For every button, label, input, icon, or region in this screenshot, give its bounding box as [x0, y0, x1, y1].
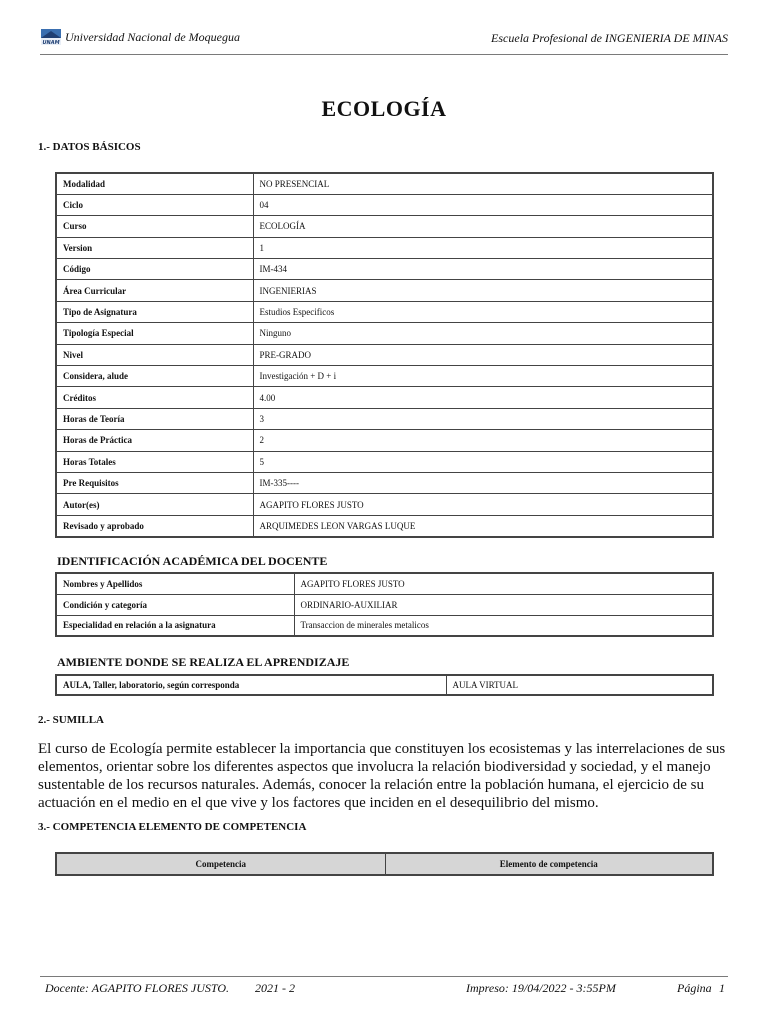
row-value: AGAPITO FLORES JUSTO — [294, 573, 713, 594]
row-label: Nivel — [56, 344, 253, 365]
row-value: ECOLOGÍA — [253, 216, 713, 237]
row-value: AGAPITO FLORES JUSTO — [253, 494, 713, 515]
row-label: Créditos — [56, 387, 253, 408]
table-row — [56, 216, 713, 237]
school-name: Escuela Profesional de INGENIERIA DE MINAS — [491, 31, 728, 45]
row-value: IM-335---- — [253, 472, 713, 493]
table-row — [56, 515, 713, 536]
row-value: Transaccion de minerales metalicos — [294, 615, 713, 636]
table-row — [56, 451, 713, 472]
ambiente-value: AULA VIRTUAL — [446, 675, 713, 695]
table-row — [56, 615, 713, 636]
row-label: Pre Requisitos — [56, 472, 253, 493]
footer-impreso: Impreso: 19/04/2022 - 3:55PM — [466, 981, 616, 995]
row-label: Nombres y Apellidos — [56, 573, 294, 594]
table-row — [56, 280, 713, 301]
table-row — [56, 323, 713, 344]
elemento-header: Elemento de competencia — [385, 853, 713, 875]
table-row — [56, 173, 713, 194]
competencia-table — [55, 852, 714, 876]
header-left — [40, 28, 240, 46]
table-row — [56, 494, 713, 515]
row-value: IM-434 — [253, 259, 713, 280]
row-label: Curso — [56, 216, 253, 237]
sumilla-paragraph: El curso de Ecología permite establecer la importancia que constituyen los ecosistemas y las interrelaciones de sus elementos, orientar sobre los diferentes aspectos que involucra la relación biodiversidad y sociedad, y el manejo sustentable de los recursos naturales. Además, conocer la relación entre la población humana, el ejercicio de su actuación en el medio en el que vive y los factores que inciden en el desequilibrio del mismo. — [38, 741, 726, 811]
table-row — [56, 387, 713, 408]
section-sumilla: 2.- SUMILLA — [38, 714, 105, 726]
footer-semestre: 2021 - 2 — [255, 981, 295, 995]
row-value: ORDINARIO-AUXILIAR — [294, 594, 713, 615]
row-label: Área Curricular — [56, 280, 253, 301]
row-value: 3 — [253, 408, 713, 429]
row-value: 1 — [253, 237, 713, 258]
row-label: Tipo de Asignatura — [56, 301, 253, 322]
row-label: Horas de Práctica — [56, 430, 253, 451]
ambiente-heading: AMBIENTE DONDE SE REALIZA EL APRENDIZAJE — [57, 655, 350, 669]
section-datos-basicos: 1.- DATOS BÁSICOS — [38, 141, 141, 153]
basic-data-table — [55, 172, 714, 538]
page-footer — [40, 976, 728, 1001]
row-label: Considera, alude — [56, 366, 253, 387]
table-row — [56, 301, 713, 322]
row-label: Tipología Especial — [56, 323, 253, 344]
row-value: ARQUIMEDES LEON VARGAS LUQUE — [253, 515, 713, 536]
ambiente-label: AULA, Taller, laboratorio, según corresponda — [56, 675, 446, 695]
table-row — [56, 344, 713, 365]
row-value: Investigación + D + i — [253, 366, 713, 387]
university-name: Universidad Nacional de Moquegua — [65, 29, 240, 44]
row-value: Estudios Especificos — [253, 301, 713, 322]
table-row — [56, 594, 713, 615]
table-row — [56, 573, 713, 594]
row-value: INGENIERIAS — [253, 280, 713, 301]
row-label: Horas Totales — [56, 451, 253, 472]
row-label: Version — [56, 237, 253, 258]
section-competencia: 3.- COMPETENCIA ELEMENTO DE COMPETENCIA — [38, 821, 307, 833]
table-row — [56, 430, 713, 451]
row-value: 5 — [253, 451, 713, 472]
row-label: Código — [56, 259, 253, 280]
row-value: PRE-GRADO — [253, 344, 713, 365]
row-label: Autor(es) — [56, 494, 253, 515]
table-row — [56, 237, 713, 258]
row-value: 04 — [253, 194, 713, 215]
row-label: Modalidad — [56, 173, 253, 194]
row-label: Revisado y aprobado — [56, 515, 253, 536]
row-label: Ciclo — [56, 194, 253, 215]
row-value: Ninguno — [253, 323, 713, 344]
row-value: 4.00 — [253, 387, 713, 408]
docente-table — [55, 572, 714, 637]
table-header-row — [56, 853, 713, 875]
footer-docente: Docente: AGAPITO FLORES JUSTO. — [45, 981, 229, 995]
row-label: Horas de Teoría — [56, 408, 253, 429]
logo-text: UNAM — [42, 40, 60, 46]
table-row — [56, 472, 713, 493]
table-row — [56, 366, 713, 387]
page-header — [40, 26, 728, 55]
table-row — [56, 259, 713, 280]
table-row — [56, 408, 713, 429]
row-label: Especialidad en relación a la asignatura — [56, 615, 294, 636]
university-logo-icon — [40, 28, 62, 46]
table-row — [56, 675, 713, 695]
row-value: 2 — [253, 430, 713, 451]
row-label: Condición y categoría — [56, 594, 294, 615]
ambiente-table — [55, 674, 714, 696]
footer-pagina-label: Página — [677, 981, 712, 995]
course-title: ECOLOGÍA — [321, 96, 447, 121]
docente-heading: IDENTIFICACIÓN ACADÉMICA DEL DOCENTE — [57, 554, 328, 568]
row-value: NO PRESENCIAL — [253, 173, 713, 194]
footer-pagina-num: 1 — [719, 981, 725, 995]
table-row — [56, 194, 713, 215]
competencia-header: Competencia — [56, 853, 385, 875]
